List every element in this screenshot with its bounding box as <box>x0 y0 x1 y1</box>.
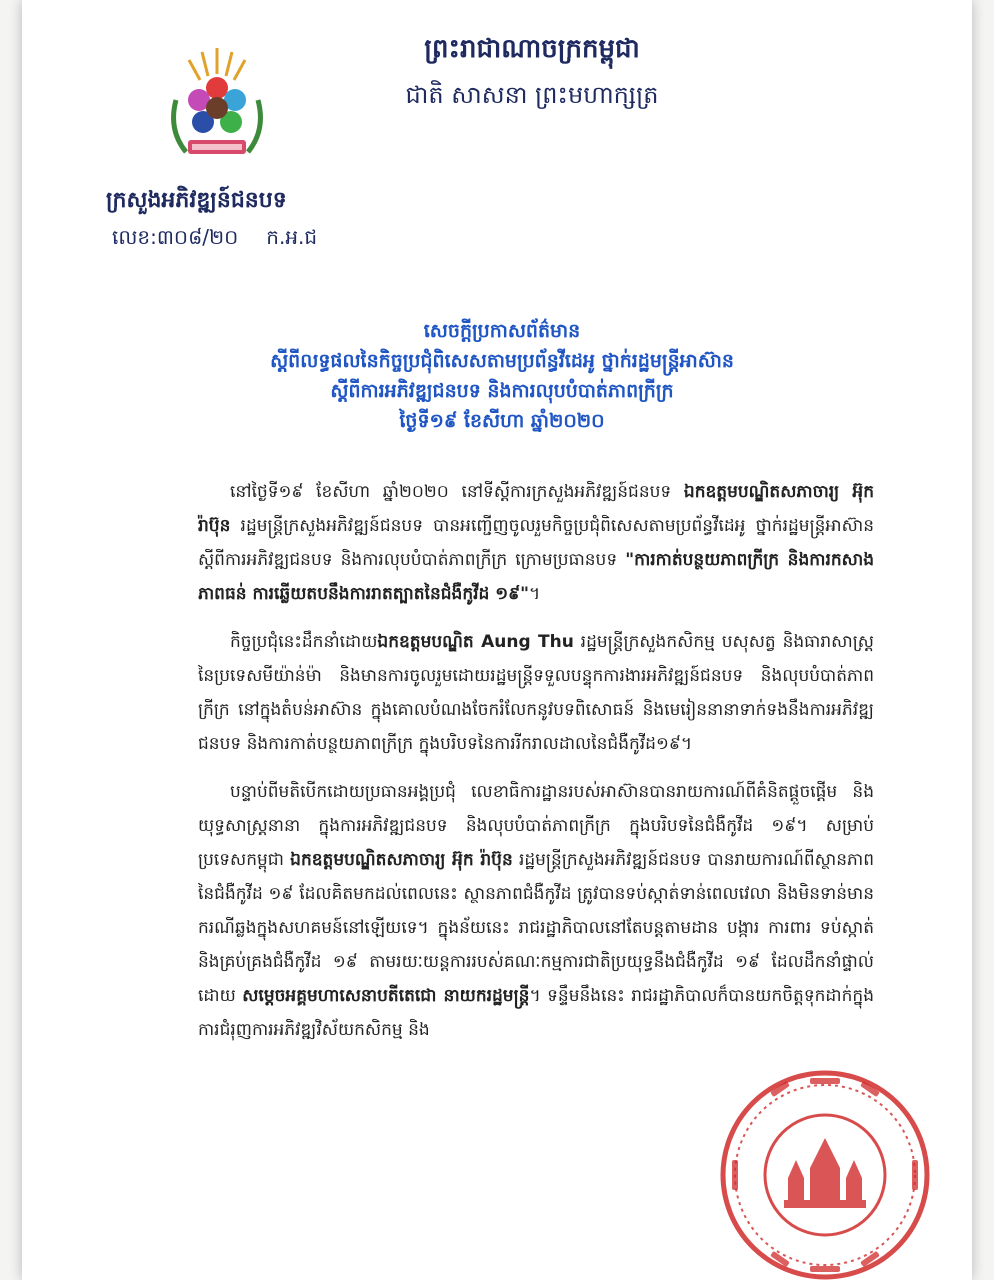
p3-bold-name: ឯកឧត្តមបណ្ឌិតសភាចារ្យ អ៊ុក រ៉ាប៊ុន <box>290 850 513 870</box>
p3-bold-pm: សម្តេចអគ្គមហាសេនាបតីតេជោ នាយករដ្ឋមន្ត្រី <box>242 986 530 1006</box>
p1-end: ។ <box>528 584 541 604</box>
ref-number: ៣០៨/២០ <box>156 225 239 249</box>
ref-suffix: ក.អ.ជ <box>266 225 318 249</box>
ref-label: លេខ: <box>112 225 157 249</box>
press-release-title <box>182 316 822 436</box>
p1-text-2: រដ្ឋមន្ត្រីក្រសួងអភិវឌ្ឍន៍ជនបទ បានអញ្ជើញចូលរួមកិច្ចប្រជុំពិសេសតាមប្រព័ន្ធវីដេអូ ថ្នាក់រដ្ឋមន្ត្រីអាស៊ាន ស្តីពីការអភិវឌ្ឍជនបទ និងការលុបបំបាត់ភាពក្រីក្រ ក្រោមប្រធានបទ <box>198 516 874 570</box>
document-body <box>198 475 874 1061</box>
paragraph-3 <box>198 775 874 1047</box>
reference-number <box>112 224 372 254</box>
paragraph-1 <box>198 475 874 611</box>
national-motto: ជាតិ សាសនា ព្រះមហាក្សត្រ <box>405 81 659 109</box>
title-line-3: ស្តីពីការអភិវឌ្ឍជនបទ និងការលុបបំបាត់ភាពក្រីក្រ <box>330 380 674 402</box>
ministry-logo <box>162 40 272 175</box>
ministry-seal-stamp <box>710 1060 940 1280</box>
title-line-1: សេចក្តីប្រកាសព័ត៌មាន <box>423 320 581 342</box>
p2-text-2: រដ្ឋមន្ត្រីក្រសួងកសិកម្ម បសុសត្វ និងធារាសាស្ត្រនៃប្រទេសមីយ៉ាន់ម៉ា និងមានការចូលរួមដោយរដ្ឋមន្ត្រីទទួលបន្ទុកការងារអភិវឌ្ឍន៍ជនបទ និងលុបបំបាត់ភាពក្រីក្រ នៅក្នុងតំបន់អាស៊ាន ក្នុងគោលបំណងចែករំលែកនូវបទពិសោធន៍ និងមេរៀននានាទាក់ទងនឹងការអភិវឌ្ឍជនបទ និងការកាត់បន្ថយភាពក្រីក្រ ក្នុងបរិបទនៃការរីករាលដាលនៃជំងឺកូវីដ១៩។ <box>198 632 874 754</box>
kingdom-heading: ព្រះរាជាណាចក្រកម្ពុជា <box>424 34 640 64</box>
p3-text-2: រដ្ឋមន្ត្រីក្រសួងអភិវឌ្ឍន៍ជនបទ បានរាយការណ៍ពីស្ថានភាពនៃជំងឺកូវីដ ១៩ ដែលគិតមកដល់ពេលនេះ ស្ថានភាពជំងឺកូវីដ ត្រូវបានទប់ស្កាត់ទាន់ពេលវេលា និងមិនទាន់មានករណីឆ្លងក្នុងសហគមន៍នៅឡើយទេ។ ក្នុងន័យនេះ រាជរដ្ឋាភិបាលនៅតែបន្តតាមដាន បង្ការ ការពារ ទប់ស្កាត់ និងគ្រប់គ្រងជំងឺកូវីដ ១៩ តាមរយៈយន្តការរបស់គណៈកម្មការជាតិប្រយុទ្ធនឹងជំងឺកូវីដ ១៩ ដែលដឹកនាំផ្ទាល់ដោយ <box>198 850 874 1006</box>
p2-bold-name: ឯកឧត្តមបណ្ឌិត Aung Thu <box>377 632 574 652</box>
p1-bold-name: ឯកឧត្តមបណ្ឌិតសភាចារ្យ អ៊ុក រ៉ាប៊ុន <box>198 482 874 536</box>
p1-bold-theme: "ការកាត់បន្ថយភាពក្រីក្រ និងការកសាងភាពធន់ ការឆ្លើយតបនឹងការរាតត្បាតនៃជំងឺកូវីដ ១៩" <box>198 550 875 604</box>
p1-text: នៅថ្ងៃទី១៩ ខែសីហា ឆ្នាំ២០២០ នៅទីស្តីការក្រសួងអភិវឌ្ឍន៍ជនបទ <box>230 482 684 502</box>
document-page <box>22 0 972 1280</box>
title-line-2: ស្តីពីលទ្ធផលនៃកិច្ចប្រជុំពិសេសតាមប្រព័ន្ធវីដេអូ ថ្នាក់រដ្ឋមន្ត្រីអាស៊ាន <box>270 350 734 372</box>
paragraph-2 <box>198 625 874 761</box>
ministry-name: ក្រសួងអភិវឌ្ឍន៍ជនបទ <box>106 188 287 213</box>
title-line-4: ថ្ងៃទី១៩ ខែសីហា ឆ្នាំ២០២០ <box>399 410 605 432</box>
p2-text: កិច្ចប្រជុំនេះដឹកនាំដោយ <box>230 632 378 652</box>
p3-text: បន្ទាប់ពីមតិបើកដោយប្រធានអង្គប្រជុំ លេខាធិការដ្ឋានរបស់អាស៊ានបានរាយការណ៍ពីគំនិតផ្តួចផ្តើម និងយុទ្ធសាស្ត្រនានា ក្នុងការអភិវឌ្ឍជនបទ និងលុបបំបាត់ភាពក្រីក្រ ក្នុងបរិបទនៃជំងឺកូវីដ ១៩។ សម្រាប់ប្រទេសកម្ពុជា <box>198 782 874 870</box>
p3-text-3: ។ ទន្ទឹមនឹងនេះ រាជរដ្ឋាភិបាលក៏បានយកចិត្តទុកដាក់ក្នុងការជំរុញការអភិវឌ្ឍវិស័យកសិកម្ម និង <box>198 986 874 1040</box>
